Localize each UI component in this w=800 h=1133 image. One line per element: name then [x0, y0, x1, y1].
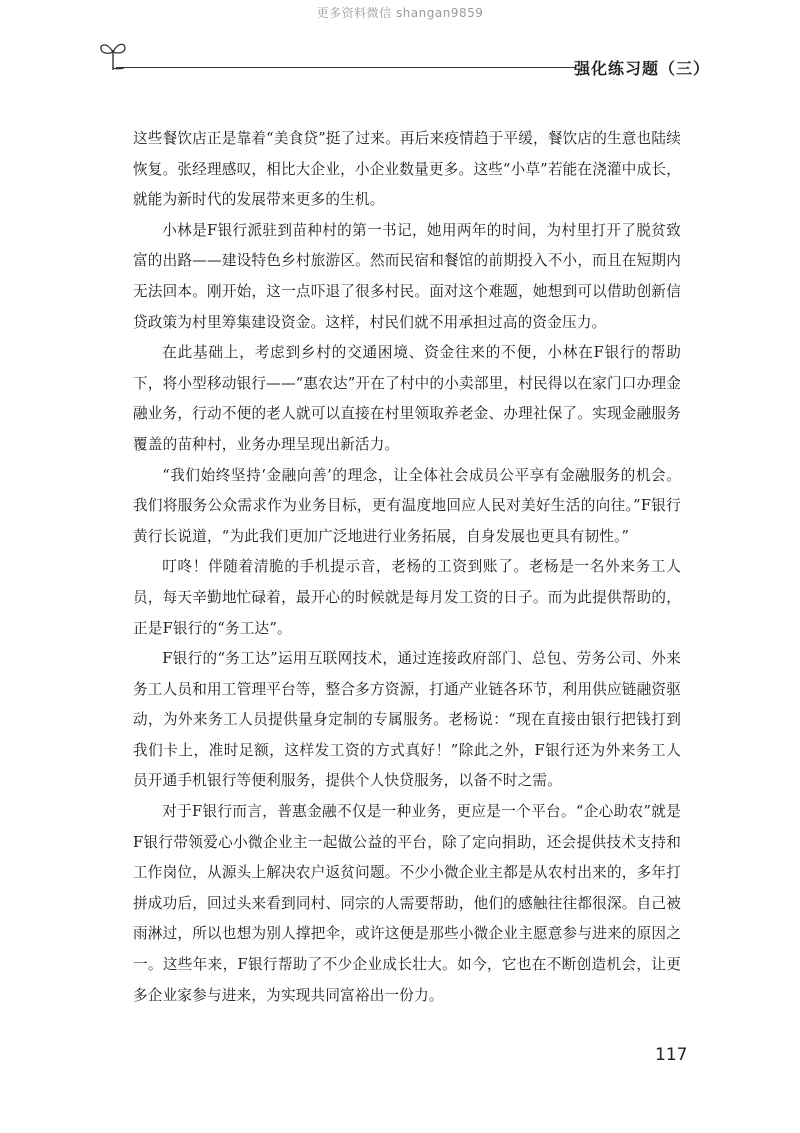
paragraph: 对于F银行而言，普惠金融不仅是一种业务，更应是一个平台。“企心助农”就是F银行带领爱心小微企业主一起做公益的平台，除了定向捐助，还会提供技术支持和工作岗位，从源头上解决农户返贫问题。不少小微企业主都是从农村出来的，多年打拼成功后，回过头来看到同村、同宗的人需要帮助，他们的感触往往都很深。自己被雨淋过，所以也想为别人撑把伞，或许这便是那些小微企业主愿意参与进来的原因之一。这些年来，F银行帮助了不少企业成长壮大。如今，它也在不断创造机会，让更多企业家参与进来，为实现共同富裕出一份力。 [133, 803, 681, 1004]
paragraph: 小林是F银行派驻到苗种村的第一书记，她用两年的时间，为村里打开了脱贫致富的出路——建设特色乡村旅游区。然而民宿和餐馆的前期投入不小，而且在短期内无法回本。刚开始，这一点吓退了很多村民。面对这个难题，她想到可以借助创新信贷政策为村里筹集建设资金。这样，村民们就不用承担过高的资金压力。 [133, 221, 681, 331]
paragraph: 叮咚！伴随着清脆的手机提示音，老杨的工资到账了。老杨是一名外来务工人员，每天辛勤地忙碌着，最开心的时候就是每月发工资的日子。而为此提供帮助的，正是F银行的“务工达”。 [133, 558, 681, 637]
body-text [133, 124, 681, 1011]
page-header [98, 38, 710, 78]
paragraph: 这些餐饮店正是靠着“美食贷”挺了过来。再后来疫情趋于平缓，餐饮店的生意也陆续恢复。张经理感叹，相比大企业，小企业数量更多。这些“小草”若能在浇灌中成长，就能为新时代的发展带来更多的生机。 [133, 130, 681, 209]
paragraph: 在此基础上，考虑到乡村的交通困境、资金往来的不便，小林在F银行的帮助下，将小型移动银行——“惠农达”开在了村中的小卖部里，村民得以在家门口办理金融业务，行动不便的老人就可以直接在村里领取养老金、办理社保了。实现金融服务覆盖的苗种村，业务办理呈现出新活力。 [133, 344, 681, 453]
section-title: 强化练习题（三） [573, 59, 710, 78]
watermark-text: 更多资料微信 shangan9859 [316, 6, 484, 20]
header-rule [116, 67, 576, 68]
page-number: 117 [655, 1045, 688, 1065]
paragraph: F银行的“务工达”运用互联网技术，通过连接政府部门、总包、劳务公司、外来务工人员和用工管理平台等，整合多方资源，打通产业链各环节，利用供应链融资驱动，为外来务工人员提供量身定制的专属服务。老杨说：“现在直接由银行把钱打到我们卡上，准时足额，这样发工资的方式真好！”除此之外，F银行还为外来务工人员开通手机银行等便利服务，提供个人快贷服务，以备不时之需。 [133, 650, 681, 790]
paragraph: “我们始终坚持‘金融向善’的理念，让全体社会成员公平享有金融服务的机会。我们将服务公众需求作为业务目标，更有温度地回应人民对美好生活的向往。”F银行黄行长说道，“为此我们更加广泛地进行业务拓展，自身发展也更具有韧性。” [133, 466, 681, 545]
